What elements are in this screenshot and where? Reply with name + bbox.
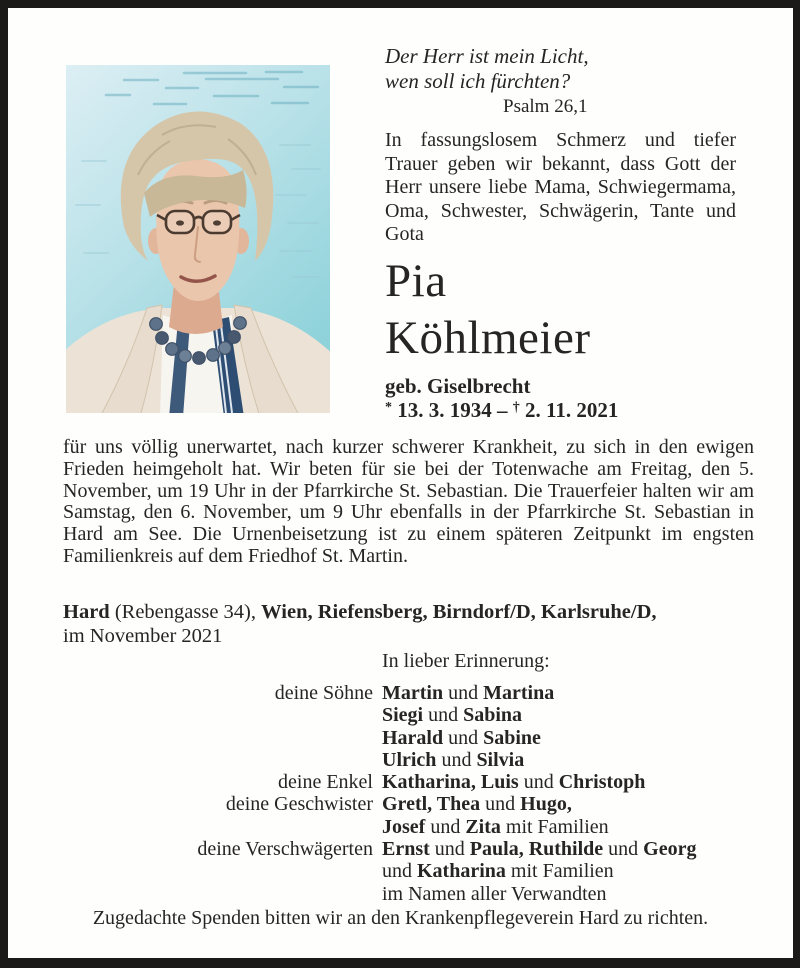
scripture-attribution: Psalm 26,1: [503, 96, 588, 117]
relation-names: [382, 771, 755, 793]
bold-text-segment: Sabina: [463, 704, 523, 727]
portrait-photo: [66, 65, 330, 413]
relation-label: deine Enkel: [278, 771, 373, 794]
header-column: [385, 44, 736, 426]
relation-names-line: [382, 749, 755, 771]
remembrance-grid: [63, 682, 755, 905]
relation-names-line: [382, 793, 755, 815]
relation-names: [382, 838, 755, 883]
text-segment: (Rebengasse 34),: [109, 601, 262, 623]
scripture-quote-line1: Der Herr ist mein Licht,: [385, 44, 589, 68]
text-segment: und: [443, 726, 484, 749]
date-note: im November 2021: [63, 624, 223, 647]
relation-names-line: [382, 682, 755, 704]
relation-names-line: [382, 860, 755, 882]
places-line: [63, 601, 754, 625]
remembrance-heading: In lieber Erinnerung:: [382, 650, 550, 672]
text-segment: und: [436, 748, 477, 771]
dates-separator: –: [497, 397, 508, 422]
text-segment: und: [429, 838, 470, 861]
bold-text-segment: Katharina, Luis: [382, 771, 519, 794]
maiden-name: geb. Giselbrecht: [385, 373, 531, 398]
relation-label: deine Verschwägerten: [197, 838, 373, 861]
relation-names-line: [382, 727, 755, 749]
death-symbol: †: [512, 399, 520, 415]
relation-names-line: [382, 816, 755, 838]
relation-names-line: [382, 838, 755, 860]
text-segment: und: [382, 860, 417, 883]
bold-text-segment: Ernst: [382, 838, 430, 861]
text-segment: und: [423, 704, 464, 727]
text-segment: und: [443, 682, 484, 704]
relation-names-line: [382, 771, 755, 793]
relation-label: [63, 883, 373, 905]
text-segment: und: [480, 793, 521, 816]
bold-text-segment: Gretl, Thea: [382, 793, 481, 816]
remembrance-block: [63, 649, 755, 905]
relation-names: [382, 682, 755, 771]
text-segment: und: [603, 838, 644, 861]
text-segment: und: [425, 815, 466, 838]
life-dates: [385, 398, 736, 426]
bold-text-segment: Josef: [382, 815, 426, 838]
announcement-text: In fassungslosem Schmerz und tiefer Trauer geben wir bekannt, dass Gott der Herr unsere liebe Mama, Schwiegermama, Oma, Schwester, Schwägerin, Tante und Gota: [385, 129, 736, 246]
text-segment: und: [518, 771, 559, 794]
deceased-last-name: Köhlmeier: [385, 311, 591, 364]
deceased-name: [385, 253, 736, 367]
portrait-illustration: [66, 65, 330, 413]
bold-text-segment: Christoph: [558, 771, 646, 794]
bold-text-segment: Wien, Riefensberg, Birndorf/D, Karlsruhe/D,: [261, 601, 657, 623]
relation-names: [382, 793, 755, 838]
death-date: 2. 11. 2021: [525, 397, 619, 422]
donation-note: Zugedachte Spenden bitten wir an den Krankenpflegeverein Hard zu richten.: [92, 907, 709, 929]
text-segment: mit Familien: [505, 860, 614, 883]
bold-text-segment: Georg: [643, 838, 697, 861]
obituary-page: [8, 8, 793, 958]
bold-text-segment: Hugo,: [520, 793, 572, 816]
deceased-first-name: Pia: [385, 254, 447, 307]
bold-text-segment: Sabine: [483, 726, 541, 749]
bold-text-segment: Silvia: [476, 748, 525, 771]
bold-text-segment: Martina: [483, 682, 555, 704]
birth-date: 13. 3. 1934: [397, 397, 492, 422]
relation-names: [382, 883, 755, 905]
text-segment: im Namen aller Verwandten: [382, 882, 607, 905]
bold-text-segment: Siegi: [382, 704, 424, 727]
text-segment: mit Familien: [500, 815, 609, 838]
birth-symbol: *: [385, 399, 392, 415]
bold-text-segment: Hard: [63, 601, 110, 623]
scripture-quote-line2: wen soll ich fürchten?: [385, 69, 571, 93]
relation-label: deine Geschwister: [225, 793, 373, 816]
bold-text-segment: Paula, Ruthilde: [469, 838, 604, 861]
relation-names-line: [382, 883, 755, 905]
bold-text-segment: Zita: [465, 815, 501, 838]
relation-label: deine Söhne: [274, 682, 373, 704]
funeral-details-text: für uns völlig unerwartet, nach kurzer schwerer Krankheit, zu sich in den ewigen Frieden heimgeholt hat. Wir beten für sie bei der Totenwache am Freitag, den 5. November, um 19 Uhr in der Pfarrkirche St. Sebastian. Die Trauerfeier halten wir am Samstag, den 6. November, um 9 Uhr ebenfalls in der Pfarrkirche St. Sebastian in Hard am See. Die Urnenbeisetzung ist zu einem späteren Zeitpunkt im engsten Familienkreis auf dem Friedhof St. Martin.: [63, 436, 754, 567]
places-block: [63, 601, 754, 648]
bold-text-segment: Martin: [382, 682, 444, 704]
bold-text-segment: Harald: [382, 726, 444, 749]
bold-text-segment: Ulrich: [382, 748, 437, 771]
bold-text-segment: Katharina: [417, 860, 506, 883]
relation-names-line: [382, 704, 755, 726]
